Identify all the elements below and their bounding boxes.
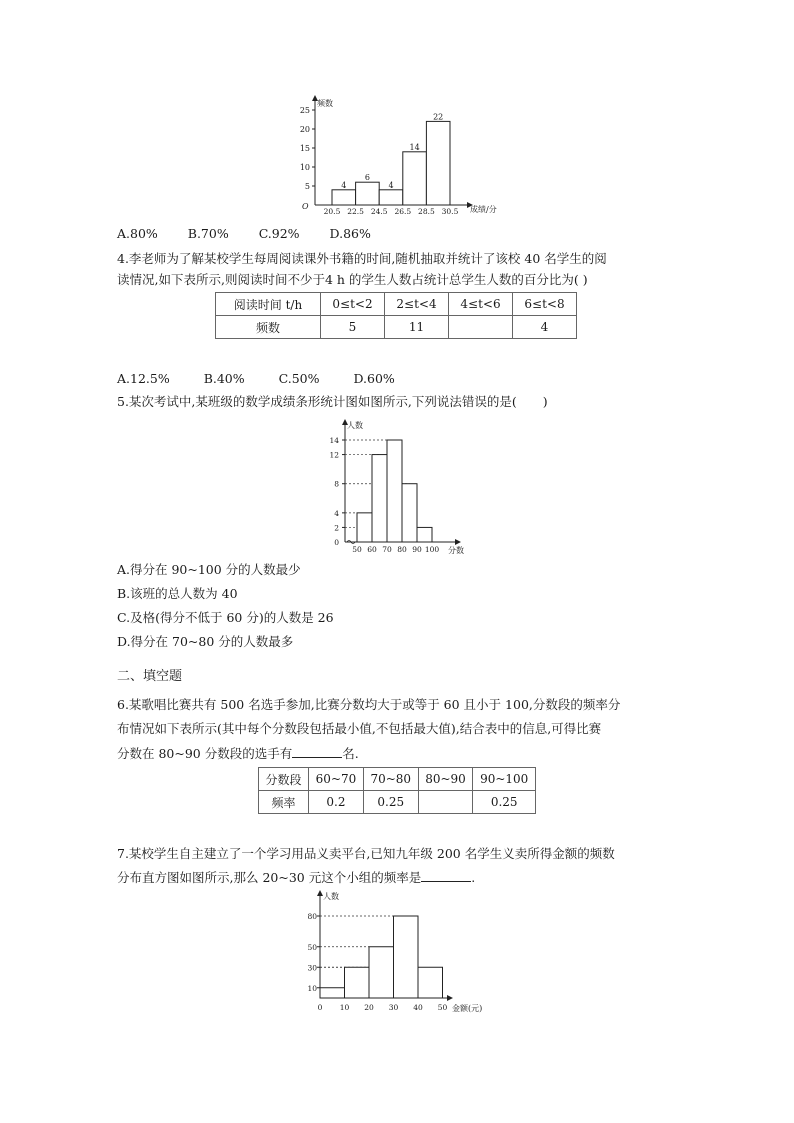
x-tick-label: 70 xyxy=(382,545,392,554)
origin-label: O xyxy=(302,202,309,211)
q5-option-b[interactable]: B.该班的总人数为 40 xyxy=(117,586,238,601)
histogram-bar xyxy=(320,988,345,998)
table-row xyxy=(259,768,536,791)
bar xyxy=(387,440,402,542)
table-cell: 60~70 xyxy=(309,768,364,791)
bar-value-label: 14 xyxy=(409,142,420,152)
y-tick-label: 80 xyxy=(307,912,317,921)
table-row xyxy=(259,791,536,814)
q4-stem-line1: 4.李老师为了解某校学生每周阅读课外书籍的时间,随机抽取并统计了该校 40 名学生的阅 xyxy=(117,251,607,266)
y-axis-label: 人数 xyxy=(347,421,363,430)
table-cell: 4≤t<6 xyxy=(449,293,513,316)
bar-value-label: 22 xyxy=(433,112,444,122)
x-tick-label: 30.5 xyxy=(441,207,459,216)
table-cell: 70~80 xyxy=(363,768,418,791)
y-tick-label: 25 xyxy=(299,106,310,115)
bar-value-label: 4 xyxy=(388,180,394,190)
reading-time-table xyxy=(215,292,577,339)
y-tick-label: 5 xyxy=(304,182,310,191)
bar-value-label: 4 xyxy=(341,180,347,190)
x-tick-label: 50 xyxy=(437,1003,448,1012)
q5-stem-end: ) xyxy=(542,394,548,409)
q4-option-a[interactable]: A.12.5% xyxy=(117,371,170,386)
table-cell: 5 xyxy=(321,316,385,339)
table-cell: 阅读时间 t/h xyxy=(216,293,321,316)
q3-option-a[interactable]: A.80% xyxy=(117,226,158,241)
x-tick-label: 20 xyxy=(364,1003,374,1012)
x-tick-label: 40 xyxy=(413,1003,423,1012)
x-tick-label: 50 xyxy=(352,545,362,554)
q4-stem-line2: 读情况,如下表所示,则阅读时间不少于4 h 的学生人数占统计总学生人数的百分比为( ) xyxy=(117,272,588,287)
q6-stem-line3: 分数在 80~90 分数段的选手有 xyxy=(117,746,293,761)
q7-stem-line2-end: . xyxy=(471,870,476,885)
y-tick-label: 0 xyxy=(334,538,339,547)
histogram-bar xyxy=(379,190,403,205)
table-cell: 0.25 xyxy=(473,791,536,814)
q5-option-d[interactable]: D.得分在 70~80 分的人数最多 xyxy=(117,634,294,649)
table-cell xyxy=(418,791,473,814)
histogram-bar xyxy=(426,121,450,205)
table-cell: 11 xyxy=(385,316,449,339)
bar xyxy=(372,455,387,542)
y-tick-label: 8 xyxy=(334,479,339,489)
bar xyxy=(417,527,432,542)
table-cell: 0.25 xyxy=(363,791,418,814)
table-cell: 80~90 xyxy=(418,768,473,791)
q6-stem-line2: 布情况如下表所示(其中每个分数段包括最小值,不包括最大值),结合表中的信息,可得比赛 xyxy=(117,721,602,736)
y-tick-label: 50 xyxy=(307,942,317,952)
x-tick-label: 10 xyxy=(339,1003,350,1012)
x-tick-label: 24.5 xyxy=(370,207,388,216)
table-cell: 频率 xyxy=(259,791,309,814)
q7-stem-line1: 7.某校学生自主建立了一个学习用品义卖平台,已知九年级 200 名学生义卖所得金额的频数 xyxy=(117,846,615,861)
table-cell xyxy=(449,316,513,339)
histogram-bar xyxy=(345,967,370,998)
x-tick-label: 20.5 xyxy=(323,207,341,216)
table-cell: 90~100 xyxy=(473,768,536,791)
y-tick-label: 4 xyxy=(334,508,339,518)
table-cell: 分数段 xyxy=(259,768,309,791)
x-tick-label: 80 xyxy=(397,545,407,554)
histogram-bar xyxy=(394,916,419,998)
x-tick-label: 26.5 xyxy=(394,207,412,216)
q4-option-c[interactable]: C.50% xyxy=(278,371,320,386)
histogram-bar xyxy=(403,152,427,205)
q4-option-b[interactable]: B.40% xyxy=(203,371,245,386)
section-title: 二、填空题 xyxy=(117,669,183,684)
x-tick-label: 30 xyxy=(388,1003,399,1012)
y-tick-label: 10 xyxy=(299,163,310,172)
q7-stem-line2: 分布直方图如图所示,那么 20~30 元这个小组的频率是 xyxy=(117,870,422,885)
histogram-bar xyxy=(332,190,356,205)
y-tick-label: 12 xyxy=(329,450,339,460)
table-cell: 0.2 xyxy=(309,791,364,814)
y-axis-label: 人数 xyxy=(323,892,339,901)
q4-option-d[interactable]: D.60% xyxy=(353,371,395,386)
bar-value-label: 6 xyxy=(364,173,370,183)
q3-option-c[interactable]: C.92% xyxy=(258,226,300,241)
score-frequency-table xyxy=(258,767,536,814)
q3-option-b[interactable]: B.70% xyxy=(187,226,229,241)
table-cell: 2≤t<4 xyxy=(385,293,449,316)
q6-stem-line3-end: 名. xyxy=(342,746,359,761)
x-tick-label: 90 xyxy=(412,545,422,554)
histogram-bar xyxy=(418,967,443,998)
table-row xyxy=(216,316,577,339)
math-score-bar-chart xyxy=(320,416,480,558)
table-cell: 0≤t<2 xyxy=(321,293,385,316)
bar xyxy=(357,513,372,542)
y-axis-label: 频数 xyxy=(317,99,333,108)
y-tick-label: 2 xyxy=(334,523,339,533)
x-tick-label: 22.5 xyxy=(347,207,364,216)
score-histogram xyxy=(290,90,520,220)
table-row xyxy=(216,293,577,316)
sales-amount-histogram xyxy=(300,888,500,1018)
table-cell: 6≤t<8 xyxy=(513,293,577,316)
x-axis-label: 成绩/分 xyxy=(470,205,497,214)
y-tick-label: 10 xyxy=(307,983,317,993)
y-tick-label: 15 xyxy=(299,144,310,153)
x-axis-label: 分数 xyxy=(448,546,464,555)
bar xyxy=(402,484,417,542)
q5-option-c[interactable]: C.及格(得分不低于 60 分)的人数是 26 xyxy=(117,610,334,625)
y-tick-label: 14 xyxy=(329,436,339,445)
table-cell: 频数 xyxy=(216,316,321,339)
histogram-bar xyxy=(356,182,380,205)
y-tick-label: 30 xyxy=(307,963,317,973)
x-axis-label: 金额(元) xyxy=(452,1004,483,1013)
y-tick-label: 20 xyxy=(299,125,310,134)
q6-stem-line1: 6.某歌唱比赛共有 500 名选手参加,比赛分数均大于或等于 60 且小于 100,分数段的频率分 xyxy=(117,697,621,712)
q5-option-a[interactable]: A.得分在 90~100 分的人数最少 xyxy=(117,562,301,577)
x-tick-label: 60 xyxy=(367,545,377,554)
table-cell: 4 xyxy=(513,316,577,339)
q7-answer-blank[interactable] xyxy=(421,869,471,882)
x-tick-label: 100 xyxy=(424,545,440,554)
q5-stem: 5.某次考试中,某班级的数学成绩条形统计图如图所示,下列说法错误的是( xyxy=(117,394,517,409)
q6-answer-blank[interactable] xyxy=(292,745,342,758)
x-tick-label: 28.5 xyxy=(418,207,435,216)
q3-option-d[interactable]: D.86% xyxy=(329,226,371,241)
histogram-bar xyxy=(369,947,394,998)
x-tick-label: 0 xyxy=(317,1003,323,1012)
